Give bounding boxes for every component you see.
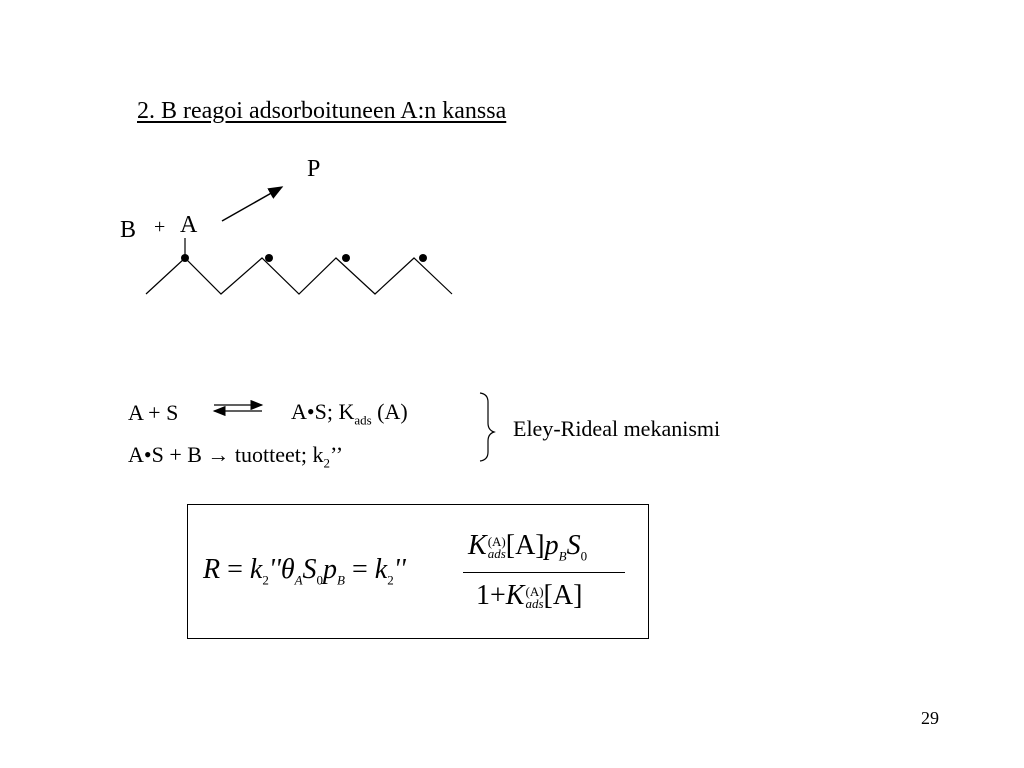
- reaction1-left: A + S: [128, 400, 179, 425]
- site-dot: [342, 254, 350, 262]
- right-brace: [480, 393, 494, 461]
- reaction2: A•S + B → tuotteet; $k_2$’’: [128, 442, 344, 471]
- label-a: A: [180, 212, 198, 238]
- fraction-denominator: 1+K (A) ads [A]: [476, 580, 583, 611]
- fraction-bar: [463, 572, 625, 573]
- site-dot: [419, 254, 427, 262]
- surface-zigzag: [146, 258, 452, 294]
- label-plus: +: [154, 216, 166, 238]
- product-arrow: [222, 187, 282, 221]
- page-number: 29: [921, 708, 939, 728]
- site-dot: [265, 254, 273, 262]
- label-b: B: [120, 217, 137, 243]
- reaction1-right: A•S; $K_{ads}$ (A): [291, 399, 408, 428]
- rate-equation-lhs: $R = k_2''\theta_AS_0p_B = k_2''$: [203, 554, 406, 588]
- label-p: P: [307, 156, 321, 182]
- mechanism-label: Eley-Rideal mekanismi: [513, 416, 721, 441]
- slide-heading: 2. B reagoi adsorboituneen A:n kanssa: [137, 98, 507, 124]
- fraction-numerator: K (A) ads $[A]p_BS_0$: [468, 530, 588, 564]
